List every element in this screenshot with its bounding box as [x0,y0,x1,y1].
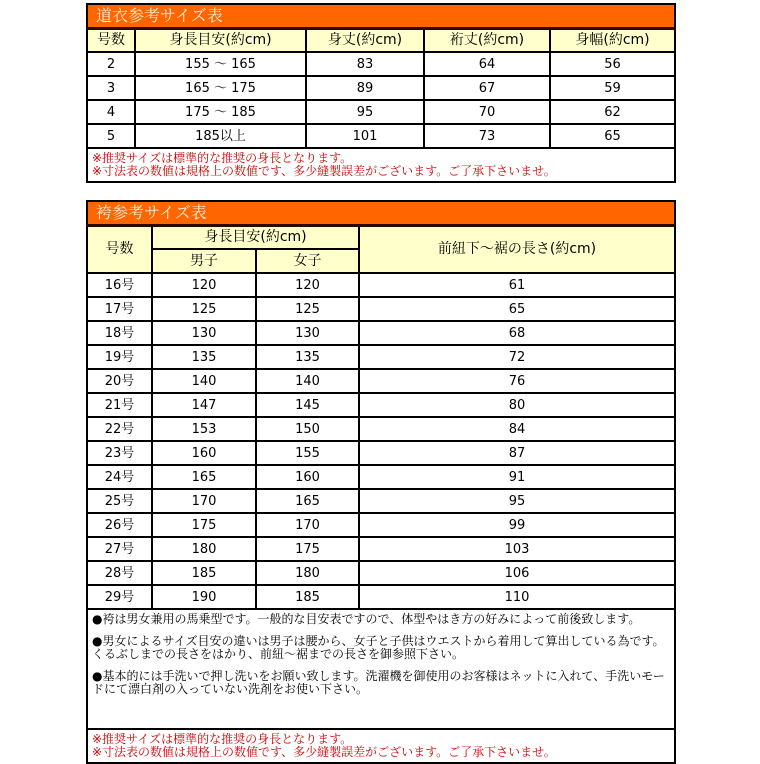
note-measurement-tolerance: ※寸法表の数値は規格上の数値です、多少縫製誤差がございます。ご了承下さいませ。 [92,745,556,759]
table-cell: 140 [152,369,256,393]
table-cell: 95 [306,100,424,124]
table-cell: 155 [256,441,359,465]
note-recommended-size: ※推奨サイズは標準的な推奨の身長となります。 [92,151,353,165]
table-cell: 83 [306,52,424,76]
table-cell: 190 [152,585,256,609]
table-cell: 185 [256,585,359,609]
hakama-info [87,609,675,729]
table-cell: 180 [152,537,256,561]
table-cell: 110 [359,585,675,609]
table-cell: 68 [359,321,675,345]
dogi-header-body-length: 身丈(約cm) [306,28,424,52]
table-cell: 64 [424,52,550,76]
table-cell: 175 [152,513,256,537]
table-cell: 56 [550,52,675,76]
table-row [87,561,675,585]
table-row [87,489,675,513]
table-row [87,52,675,76]
table-row [87,465,675,489]
table-cell: 80 [359,393,675,417]
table-cell: 155 ～ 165 [135,52,306,76]
table-cell: 65 [550,124,675,148]
table-cell: 140 [256,369,359,393]
table-cell: 150 [256,417,359,441]
table-row [87,417,675,441]
dogi-header-height: 身長目安(約cm) [135,28,306,52]
table-cell: 25号 [87,489,152,513]
dogi-header-sleeve-length: 裄丈(約cm) [424,28,550,52]
table-row [87,537,675,561]
table-cell: 185 [152,561,256,585]
table-cell: 106 [359,561,675,585]
table-row [87,76,675,100]
table-row [87,393,675,417]
table-cell: 65 [359,297,675,321]
table-row [87,585,675,609]
table-cell: 145 [256,393,359,417]
table-cell: 120 [256,273,359,297]
table-cell: 87 [359,441,675,465]
hakama-header-length: 前紐下～裾の長さ(約cm) [359,225,675,273]
table-cell: 2 [87,52,135,76]
table-cell: 160 [152,441,256,465]
table-cell: 185以上 [135,124,306,148]
info-size-difference: ●男女によるサイズ目安の違いは男子は腰から、女子と子供はウエストから着用して算出している為です。くるぶしまでの長さをはかり、前紐～裾までの長さを御参照下さい。 [92,634,665,661]
table-row [87,124,675,148]
table-cell: 4 [87,100,135,124]
hakama-table-title: 袴参考サイズ表 [87,201,675,225]
dogi-header-body-width: 身幅(約cm) [550,28,675,52]
table-cell: 22号 [87,417,152,441]
table-cell: 175 [256,537,359,561]
table-cell: 84 [359,417,675,441]
table-cell: 101 [306,124,424,148]
table-cell: 165 [256,489,359,513]
table-row [87,441,675,465]
table-cell: 170 [152,489,256,513]
hakama-header-height: 身長目安(約cm) [152,225,359,249]
dogi-table-title: 道衣参考サイズ表 [87,4,675,28]
table-cell: 17号 [87,297,152,321]
table-row [87,345,675,369]
table-cell: 72 [359,345,675,369]
dogi-header-size: 号数 [87,28,135,52]
table-cell: 16号 [87,273,152,297]
table-row [87,513,675,537]
table-cell: 160 [256,465,359,489]
table-cell: 130 [256,321,359,345]
table-cell: 89 [306,76,424,100]
table-cell: 70 [424,100,550,124]
table-cell: 165 ～ 175 [135,76,306,100]
table-cell: 67 [424,76,550,100]
table-cell: 62 [550,100,675,124]
table-cell: 147 [152,393,256,417]
table-row [87,297,675,321]
note-measurement-tolerance: ※寸法表の数値は規格上の数値です、多少縫製誤差がございます。ご了承下さいませ。 [92,164,556,178]
table-cell: 120 [152,273,256,297]
table-cell: 170 [256,513,359,537]
table-row [87,100,675,124]
hakama-header-male: 男子 [152,249,256,273]
table-cell: 28号 [87,561,152,585]
table-cell: 5 [87,124,135,148]
table-cell: 29号 [87,585,152,609]
hakama-header-size: 号数 [87,225,152,273]
table-row [87,369,675,393]
table-cell: 125 [256,297,359,321]
table-cell: 73 [424,124,550,148]
info-washing: ●基本的には手洗いで押し洗いをお願い致します。洗濯機を御使用のお客様はネットに入れて、手洗いモードにて漂白剤の入っていない洗剤をお使い下さい。 [92,669,665,696]
table-cell: 59 [550,76,675,100]
table-cell: 61 [359,273,675,297]
table-cell: 21号 [87,393,152,417]
table-cell: 24号 [87,465,152,489]
table-cell: 99 [359,513,675,537]
table-cell: 20号 [87,369,152,393]
table-cell: 135 [152,345,256,369]
table-cell: 153 [152,417,256,441]
table-cell: 130 [152,321,256,345]
dogi-size-table [86,3,676,183]
table-row [87,273,675,297]
info-unisex-style: ●袴は男女兼用の馬乗型です。一般的な目安表ですので、体型やはき方の好みによって前後致します。 [92,612,641,626]
table-cell: 95 [359,489,675,513]
table-cell: 135 [256,345,359,369]
note-recommended-size: ※推奨サイズは標準的な推奨の身長となります。 [92,732,353,746]
table-cell: 27号 [87,537,152,561]
table-cell: 26号 [87,513,152,537]
table-cell: 76 [359,369,675,393]
table-cell: 125 [152,297,256,321]
hakama-notes [87,729,675,763]
table-cell: 18号 [87,321,152,345]
dogi-notes [87,148,675,182]
table-cell: 180 [256,561,359,585]
hakama-header-female: 女子 [256,249,359,273]
table-cell: 91 [359,465,675,489]
table-cell: 19号 [87,345,152,369]
table-cell: 165 [152,465,256,489]
table-cell: 175 ～ 185 [135,100,306,124]
table-cell: 23号 [87,441,152,465]
table-cell: 3 [87,76,135,100]
table-row [87,321,675,345]
table-cell: 103 [359,537,675,561]
hakama-size-table [86,200,676,764]
